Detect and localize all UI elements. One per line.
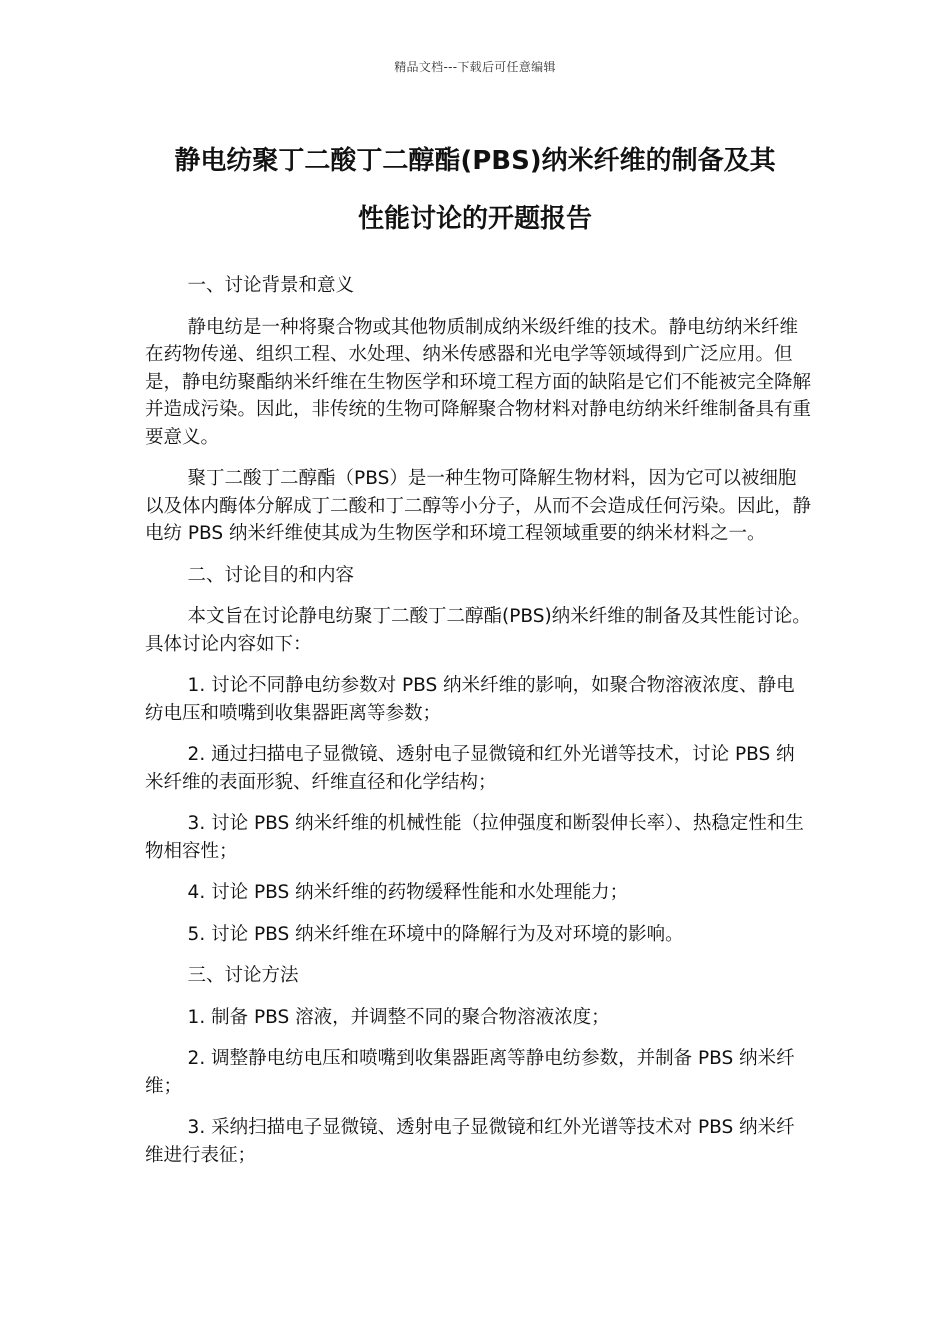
title-line-2: 性能讨论的开题报告 <box>357 204 592 234</box>
list-item: 4. 讨论 PBS 纳米纤维的药物缓释性能和水处理能力； <box>187 882 629 903</box>
header-note: 精品文档---下载后可任意编辑 <box>394 60 556 74</box>
list-item: 3. 讨论 PBS 纳米纤维的机械性能（拉伸强度和断裂伸长率）、热稳定性和生物相容性； <box>145 813 804 862</box>
list-item: 3. 采纳扫描电子显微镜、透射电子显微镜和红外光谱等技术对 PBS 纳米纤维进行表征； <box>145 1117 795 1166</box>
list-item: 5. 讨论 PBS 纳米纤维在环境中的降解行为及对环境的影响。 <box>187 923 684 945</box>
list-item: 1. 讨论不同静电纺参数对 PBS 纳米纤维的影响，如聚合物溶液浓度、静电纺电压和喷嘴到收集器距离等参数； <box>145 675 795 724</box>
paragraph: 本文旨在讨论静电纺聚丁二酸丁二醇酯(PBS)纳米纤维的制备及其性能讨论。具体讨论内容如下： <box>145 606 811 655</box>
section-heading-objectives: 二、讨论目的和内容 <box>187 564 355 586</box>
document-body <box>145 272 813 1183</box>
document-title <box>100 132 850 248</box>
title-line-1: 静电纺聚丁二酸丁二醇酯(PBS)纳米纤维的制备及其 <box>174 146 776 176</box>
section-heading-methods: 三、讨论方法 <box>187 965 299 986</box>
list-item: 1. 制备 PBS 溶液，并调整不同的聚合物溶液浓度； <box>187 1006 610 1028</box>
paragraph: 静电纺是一种将聚合物或其他物质制成纳米级纤维的技术。静电纺纳米纤维在药物传递、组织工程、水处理、纳米传感器和光电学等领域得到广泛应用。但是，静电纺聚酯纳米纤维在生物医学和环境工程方面的缺陷是它们不能被完全降解并造成污染。因此，非传统的生物可降解聚合物材料对静电纺纳米纤维制备具有重要意义。 <box>145 316 812 448</box>
paragraph: 聚丁二酸丁二醇酯（PBS）是一种生物可降解生物材料，因为它可以被细胞以及体内酶体分解成丁二酸和丁二醇等小分子，从而不会造成任何污染。因此，静电纺 PBS 纳米纤维使其成为生物医学和环境工程领域重要的纳米材料之一。 <box>145 468 812 544</box>
section-heading-background: 一、讨论背景和意义 <box>187 275 355 296</box>
list-item: 2. 调整静电纺电压和喷嘴到收集器距离等静电纺参数，并制备 PBS 纳米纤维； <box>145 1048 795 1097</box>
list-item: 2. 通过扫描电子显微镜、透射电子显微镜和红外光谱等技术，讨论 PBS 纳米纤维的表面形貌、纤维直径和化学结构； <box>145 744 795 793</box>
